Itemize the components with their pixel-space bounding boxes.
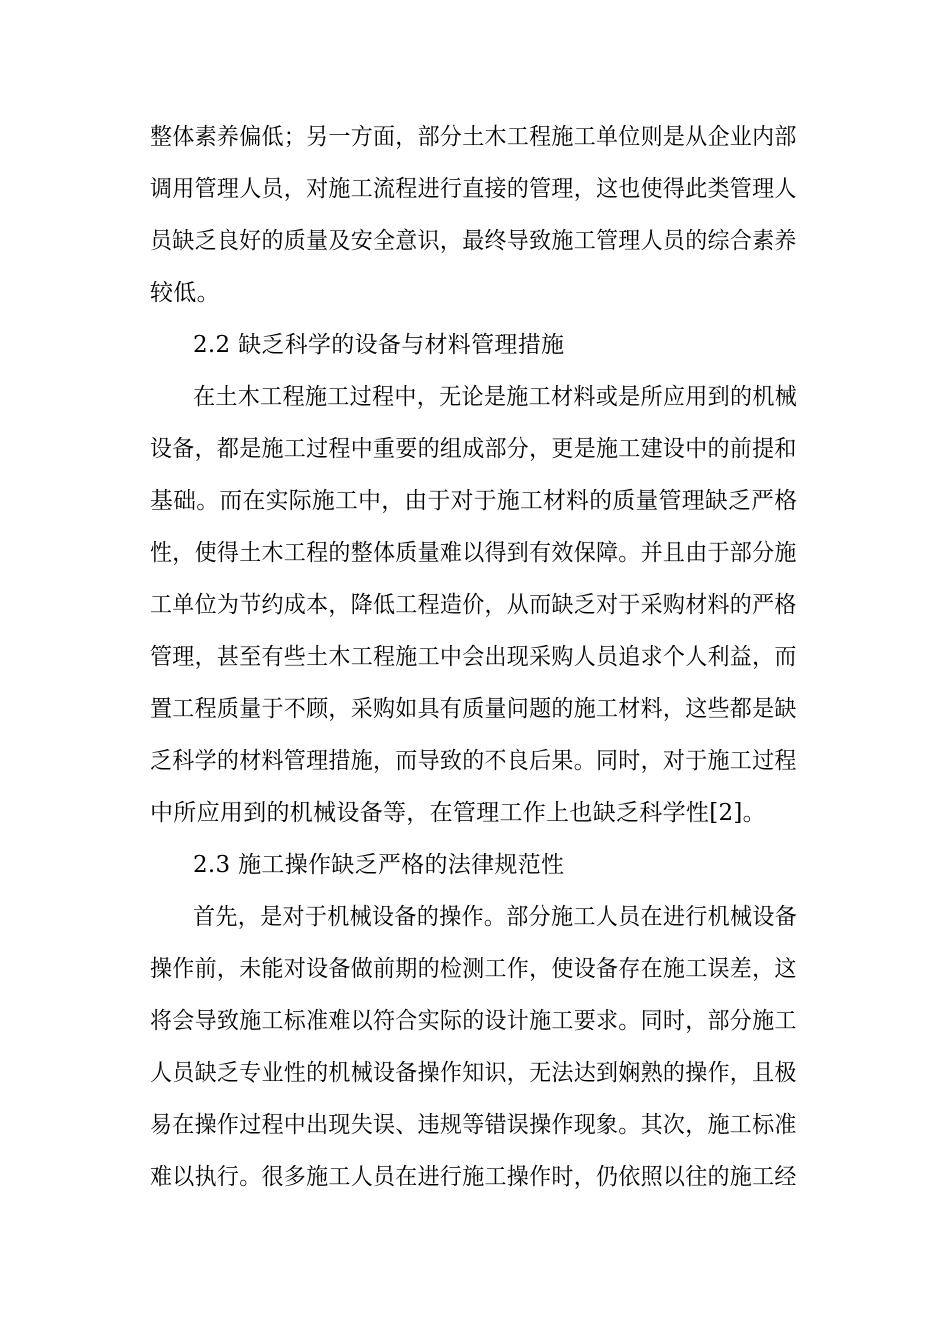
paragraph-line: 易在操作过程中出现失误、违规等错误操作现象。其次，施工标准 xyxy=(150,1112,797,1138)
paragraph-line: 首先，是对于机械设备的操作。部分施工人员在进行机械设备 xyxy=(193,904,798,930)
paragraph-line: 工单位为节约成本，降低工程造价，从而缺乏对于采购材料的严格 xyxy=(150,592,797,618)
section-heading-2-2: 2.2 缺乏科学的设备与材料管理措施 xyxy=(193,332,565,358)
paragraph-line: 将会导致施工标准难以符合实际的设计施工要求。同时，部分施工 xyxy=(150,1008,797,1034)
paragraph-line: 管理，甚至有些土木工程施工中会出现采购人员追求个人利益，而 xyxy=(150,644,797,670)
paragraph-line: 较低。 xyxy=(150,280,220,306)
paragraph-line: 在土木工程施工过程中，无论是施工材料或是所应用到的机械 xyxy=(193,384,798,410)
paragraph-line: 性，使得土木工程的整体质量难以得到有效保障。并且由于部分施 xyxy=(150,540,797,566)
section-heading-2-3: 2.3 施工操作缺乏严格的法律规范性 xyxy=(193,852,565,878)
paragraph-line: 置工程质量于不顾，采购如具有质量问题的施工材料，这些都是缺 xyxy=(150,696,797,722)
paragraph-line: 整体素养偏低；另一方面，部分土木工程施工单位则是从企业内部 xyxy=(150,124,797,150)
paragraph-line: 人员缺乏专业性的机械设备操作知识，无法达到娴熟的操作，且极 xyxy=(150,1060,797,1086)
paragraph-line: 乏科学的材料管理措施，而导致的不良后果。同时，对于施工过程 xyxy=(150,748,797,774)
paragraph-line: 员缺乏良好的质量及安全意识，最终导致施工管理人员的综合素养 xyxy=(150,228,797,254)
paragraph-line: 难以执行。很多施工人员在进行施工操作时，仍依照以往的施工经 xyxy=(150,1164,797,1190)
paragraph-line: 设备，都是施工过程中重要的组成部分，更是施工建设中的前提和 xyxy=(150,436,797,462)
paragraph-line: 基础。而在实际施工中，由于对于施工材料的质量管理缺乏严格 xyxy=(150,488,798,514)
paragraph-line: 调用管理人员，对施工流程进行直接的管理，这也使得此类管理人 xyxy=(150,176,797,202)
paragraph-line: 操作前，未能对设备做前期的检测工作，使设备存在施工误差，这 xyxy=(150,956,797,982)
paragraph-line: 中所应用到的机械设备等，在管理工作上也缺乏科学性[2]。 xyxy=(150,800,766,826)
